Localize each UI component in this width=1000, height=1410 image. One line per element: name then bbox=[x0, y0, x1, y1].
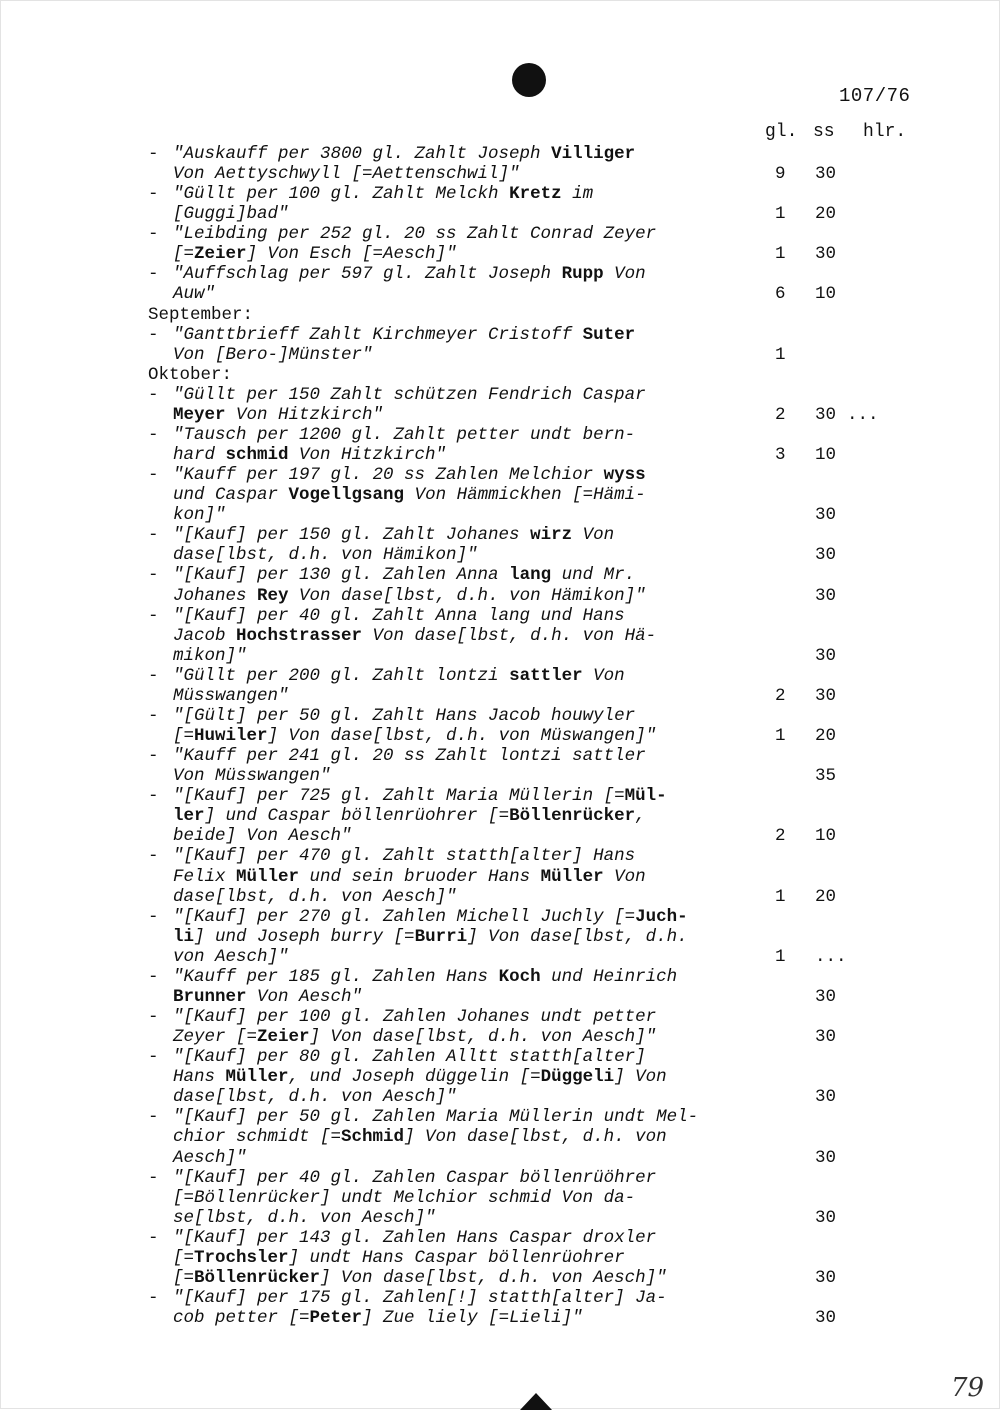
ledger-line bbox=[1, 405, 1000, 425]
column-header-ss: ss bbox=[813, 122, 835, 142]
name-bold: Koch bbox=[498, 966, 541, 987]
entry-text bbox=[173, 826, 352, 846]
entry-text bbox=[173, 244, 457, 264]
ledger-line bbox=[1, 1047, 1000, 1067]
entry-bullet: - bbox=[148, 665, 159, 686]
handwritten-folio-number: 79 bbox=[951, 1373, 985, 1403]
entry-text bbox=[173, 425, 635, 445]
amount-ss: 20 bbox=[815, 726, 837, 747]
text-segment: Von bbox=[603, 264, 646, 285]
entry-text bbox=[173, 184, 593, 204]
text-segment: dase[lbst, d.h. von Aesch]" bbox=[173, 1087, 457, 1108]
name-bold: Villiger bbox=[551, 144, 636, 164]
ledger-line bbox=[1, 485, 1000, 505]
ledger-line bbox=[1, 1188, 1000, 1208]
entry-text bbox=[173, 867, 646, 887]
entry-bullet: - bbox=[148, 465, 159, 486]
text-segment: se[lbst, d.h. von Aesch]" bbox=[173, 1207, 436, 1228]
ledger-line bbox=[1, 445, 1000, 465]
ledger-line bbox=[1, 846, 1000, 866]
column-header-gl: gl. bbox=[765, 122, 798, 142]
ledger-line bbox=[1, 385, 1000, 405]
entry-text bbox=[173, 1248, 625, 1268]
name-bold: Brunner bbox=[173, 986, 247, 1007]
name-bold: Mül- bbox=[624, 786, 667, 807]
text-segment: chior schmidt [= bbox=[173, 1127, 342, 1148]
entry-text bbox=[173, 606, 625, 626]
name-bold: Müller bbox=[236, 866, 300, 887]
text-segment: Oktober: bbox=[148, 364, 233, 385]
entry-bullet: - bbox=[148, 144, 159, 164]
ledger-line bbox=[1, 1067, 1000, 1087]
text-segment: ] Von Esch [=Aesch]" bbox=[246, 244, 457, 265]
name-bold: Huwiler bbox=[194, 726, 268, 747]
ledger-line bbox=[1, 545, 1000, 565]
ledger-line bbox=[1, 586, 1000, 606]
ledger-line bbox=[1, 204, 1000, 224]
amount-ss: 30 bbox=[815, 505, 837, 526]
entry-text bbox=[173, 987, 362, 1007]
entry-bullet: - bbox=[148, 1007, 159, 1027]
amount-gl: 2 bbox=[775, 685, 786, 706]
name-bold: Peter bbox=[309, 1308, 363, 1329]
entry-bullet: - bbox=[148, 786, 159, 807]
entry-text bbox=[173, 786, 667, 806]
amount-ss: 10 bbox=[815, 445, 837, 466]
ledger-line bbox=[1, 987, 1000, 1007]
entry-text bbox=[148, 305, 253, 325]
ledger-line bbox=[1, 525, 1000, 545]
ledger-line bbox=[1, 967, 1000, 987]
entry-bullet: - bbox=[148, 746, 159, 767]
text-segment: Von Hitzkirch" bbox=[288, 445, 447, 466]
text-segment: "Ganttbrieff Zahlt Kirchmeyer Cristoff bbox=[173, 324, 583, 345]
name-bold: Müller bbox=[540, 866, 604, 887]
ledger-line bbox=[1, 1087, 1000, 1107]
entry-text bbox=[173, 1027, 656, 1047]
text-segment: ] Von dase[lbst, d.h. von Müswangen]" bbox=[267, 726, 657, 747]
entry-bullet: - bbox=[148, 1287, 159, 1308]
entry-text bbox=[173, 385, 646, 405]
ledger-line bbox=[1, 1127, 1000, 1147]
amount-ss: 30 bbox=[815, 986, 837, 1007]
ledger-line bbox=[1, 264, 1000, 284]
page-reference: 107/76 bbox=[839, 85, 911, 107]
name-bold: Hochstrasser bbox=[236, 625, 363, 646]
entry-text bbox=[173, 626, 656, 646]
entry-text bbox=[173, 846, 635, 866]
entry-text bbox=[173, 666, 625, 686]
name-bold: Müller bbox=[225, 1067, 289, 1088]
name-bold: Schmid bbox=[341, 1127, 405, 1148]
text-segment: "[Kauf] per 80 gl. Zahlen Alltt statth[alter] bbox=[173, 1047, 646, 1068]
text-segment: "[Kauf] per 100 gl. Zahlen Johanes undt petter bbox=[173, 1007, 657, 1027]
name-bold: Kretz bbox=[509, 184, 562, 205]
ledger-line bbox=[1, 1027, 1000, 1047]
text-segment: "Güllt per 100 gl. Zahlt Melckh bbox=[173, 184, 510, 205]
text-segment: Von dase[lbst, d.h. von Hä- bbox=[362, 625, 657, 646]
amount-ss: 30 bbox=[815, 645, 837, 666]
amount-gl: 1 bbox=[775, 726, 786, 747]
ledger-line bbox=[1, 867, 1000, 887]
entry-bullet: - bbox=[148, 966, 159, 987]
entry-text bbox=[173, 505, 226, 525]
ledger-line bbox=[1, 887, 1000, 907]
entry-bullet: - bbox=[148, 1047, 159, 1068]
text-segment: Von bbox=[603, 866, 646, 887]
entry-text bbox=[173, 1208, 436, 1228]
amount-ss: 20 bbox=[815, 204, 837, 225]
text-segment: Von Aettyschwyll [=Aettenschwil]" bbox=[173, 164, 520, 185]
ledger-line bbox=[1, 606, 1000, 626]
ledger-line bbox=[1, 224, 1000, 244]
text-segment: Johanes bbox=[173, 585, 258, 606]
amount-ss: 30 bbox=[815, 1267, 837, 1288]
entry-text bbox=[173, 1168, 656, 1188]
entry-text bbox=[173, 565, 635, 585]
ledger-line bbox=[1, 626, 1000, 646]
text-segment: im bbox=[561, 184, 594, 205]
entry-bullet: - bbox=[148, 705, 159, 726]
entry-bullet: - bbox=[148, 605, 159, 626]
text-segment: Von Müsswangen" bbox=[173, 766, 331, 787]
ledger-line bbox=[1, 686, 1000, 706]
text-segment: hard bbox=[173, 445, 226, 466]
entry-text bbox=[173, 927, 688, 947]
text-segment: und Caspar bbox=[173, 485, 289, 506]
column-header-hlr: hlr. bbox=[863, 122, 907, 142]
ledger-line bbox=[1, 947, 1000, 967]
text-segment: dase[lbst, d.h. von Aesch]" bbox=[173, 886, 457, 907]
entry-text bbox=[173, 405, 383, 425]
text-segment: cob petter [= bbox=[173, 1308, 310, 1329]
entry-text bbox=[173, 967, 677, 987]
name-bold: Zeier bbox=[257, 1027, 310, 1048]
entry-text bbox=[173, 284, 215, 304]
entry-text bbox=[173, 1228, 656, 1248]
text-segment: von Aesch]" bbox=[173, 946, 289, 967]
ledger-line bbox=[1, 806, 1000, 826]
text-segment: "Auskauff per 3800 gl. Zahlt Joseph bbox=[173, 144, 552, 164]
text-segment: Hans bbox=[173, 1067, 226, 1088]
amount-ss: ... bbox=[815, 946, 847, 967]
entry-text bbox=[173, 1007, 656, 1027]
ledger-line bbox=[1, 1308, 1000, 1328]
text-segment: [=Böllenrücker] undt Melchior schmid Von da- bbox=[173, 1187, 636, 1208]
entry-text bbox=[173, 485, 646, 505]
amount-ss: 10 bbox=[815, 826, 837, 847]
amount-ss: 30 bbox=[815, 1147, 837, 1168]
text-segment: [= bbox=[173, 726, 195, 747]
entry-text bbox=[173, 204, 289, 224]
ledger-line bbox=[1, 746, 1000, 766]
amount-ss: 30 bbox=[815, 1207, 837, 1228]
amount-gl: 9 bbox=[775, 164, 786, 185]
amount-gl: 3 bbox=[775, 445, 786, 466]
name-bold: Trochsler bbox=[194, 1247, 289, 1268]
name-bold: lang bbox=[509, 565, 552, 586]
text-segment: Von Hämmickhen [=Hämi- bbox=[404, 485, 646, 506]
text-segment: "Kauff per 197 gl. 20 ss Zahlen Melchior bbox=[173, 465, 604, 486]
entry-text bbox=[173, 706, 635, 726]
text-segment: [Guggi]bad" bbox=[173, 204, 289, 225]
amount-ss: 30 bbox=[815, 404, 837, 425]
entry-text bbox=[173, 907, 688, 927]
entry-bullet: - bbox=[148, 1107, 159, 1128]
entry-bullet: - bbox=[148, 224, 159, 245]
entry-bullet: - bbox=[148, 384, 159, 405]
text-segment: ] Zue liely [=Lieli]" bbox=[362, 1308, 583, 1329]
entry-text bbox=[173, 1288, 667, 1308]
text-segment: "[Kauf] per 175 gl. Zahlen[!] statth[alter] Ja- bbox=[173, 1287, 667, 1308]
text-segment: , bbox=[635, 806, 646, 827]
name-bold: Böllenrücker bbox=[194, 1267, 321, 1288]
ledger-line bbox=[1, 1248, 1000, 1268]
text-segment: "[Kauf] per 150 gl. Zahlt Johanes bbox=[173, 525, 531, 546]
text-segment: und sein bruoder Hans bbox=[299, 866, 541, 887]
ledger-line bbox=[1, 826, 1000, 846]
text-segment: [= bbox=[173, 1247, 195, 1268]
text-segment: ] und Joseph burry [= bbox=[194, 926, 415, 947]
text-segment: "[Kauf] per 470 gl. Zahlt statth[alter] Hans bbox=[173, 846, 636, 867]
text-segment: ] Von dase[lbst, d.h. von Aesch]" bbox=[309, 1027, 657, 1048]
text-segment: Müsswangen" bbox=[173, 685, 289, 706]
amount-ss: 30 bbox=[815, 164, 837, 185]
text-segment: Felix bbox=[173, 866, 237, 887]
name-bold: Suter bbox=[582, 324, 636, 345]
entry-text bbox=[173, 1268, 667, 1288]
text-segment: mikon]" bbox=[173, 645, 247, 666]
amount-hlr: ... bbox=[847, 404, 879, 425]
text-segment: "[Kauf] per 50 gl. Zahlen Maria Müllerin undt Mel- bbox=[173, 1107, 699, 1128]
entry-text bbox=[173, 525, 614, 545]
bottom-edge-mark bbox=[520, 1393, 552, 1410]
text-segment: Von [Bero-]Münster" bbox=[173, 344, 373, 365]
entry-text bbox=[173, 1067, 667, 1087]
entry-text bbox=[173, 345, 373, 365]
name-bold: sattler bbox=[509, 665, 583, 686]
text-segment: "Güllt per 200 gl. Zahlt lontzi bbox=[173, 665, 510, 686]
text-segment: Von dase[lbst, d.h. von Hämikon]" bbox=[288, 585, 646, 606]
amount-ss: 10 bbox=[815, 284, 837, 305]
ledger-line bbox=[1, 646, 1000, 666]
ledger-line bbox=[1, 144, 1000, 164]
ledger-line bbox=[1, 706, 1000, 726]
amount-ss: 35 bbox=[815, 766, 837, 787]
ledger-line bbox=[1, 666, 1000, 686]
name-bold: Vogellgsang bbox=[288, 485, 405, 506]
text-segment: Von bbox=[582, 665, 625, 686]
text-segment: "[Kauf] per 130 gl. Zahlen Anna bbox=[173, 565, 510, 586]
ledger-line bbox=[1, 345, 1000, 365]
name-bold: Rey bbox=[257, 585, 289, 606]
text-segment: Von Hitzkirch" bbox=[225, 404, 384, 425]
ledger-line bbox=[1, 927, 1000, 947]
entry-text bbox=[148, 365, 232, 385]
entry-text bbox=[173, 164, 520, 184]
text-segment: "[Kauf] per 40 gl. Zahlt Anna lang und Hans bbox=[173, 605, 625, 626]
ledger-line bbox=[1, 1288, 1000, 1308]
text-segment: beide] Von Aesch" bbox=[173, 826, 352, 847]
amount-ss: 30 bbox=[815, 685, 837, 706]
name-bold: Böllenrücker bbox=[509, 806, 636, 827]
amount-ss: 30 bbox=[815, 585, 837, 606]
name-bold: Zeier bbox=[194, 244, 247, 265]
entry-text bbox=[173, 1107, 698, 1127]
amount-ss: 30 bbox=[815, 1308, 837, 1329]
entry-text bbox=[173, 545, 478, 565]
entry-text bbox=[173, 887, 457, 907]
amount-ss: 30 bbox=[815, 1087, 837, 1108]
name-bold: Rupp bbox=[561, 264, 604, 285]
amount-gl: 1 bbox=[775, 244, 786, 265]
entry-text bbox=[173, 1087, 457, 1107]
text-segment: "[Kauf] per 725 gl. Zahlt Maria Müllerin [= bbox=[173, 786, 625, 807]
ledger-line bbox=[1, 505, 1000, 525]
amount-ss: 30 bbox=[815, 1027, 837, 1048]
text-segment: [= bbox=[173, 1267, 195, 1288]
text-segment: Jacob bbox=[173, 625, 237, 646]
text-segment: ] Von dase[lbst, d.h. von bbox=[404, 1127, 667, 1148]
entry-text bbox=[173, 144, 635, 164]
text-segment: , und Joseph düggelin [= bbox=[288, 1067, 541, 1088]
entry-text bbox=[173, 1148, 247, 1168]
entry-text bbox=[173, 726, 656, 746]
month-heading bbox=[1, 365, 1000, 385]
amount-ss: 20 bbox=[815, 886, 837, 907]
entry-bullet: - bbox=[148, 1167, 159, 1188]
ledger-line bbox=[1, 184, 1000, 204]
text-segment: "[Kauf] per 270 gl. Zahlen Michell Juchly [= bbox=[173, 906, 636, 927]
entry-text bbox=[173, 586, 646, 606]
entry-bullet: - bbox=[148, 565, 159, 586]
text-segment: "Tausch per 1200 gl. Zahlt petter undt bern- bbox=[173, 424, 636, 445]
name-bold: ler bbox=[173, 806, 205, 827]
name-bold: Burri bbox=[414, 926, 468, 947]
ledger-line bbox=[1, 164, 1000, 184]
ledger-line bbox=[1, 786, 1000, 806]
text-segment: "[Kauf] per 40 gl. Zahlen Caspar böllenrüöhrer bbox=[173, 1167, 657, 1188]
ledger-line bbox=[1, 1007, 1000, 1027]
text-segment: ] undt Hans Caspar böllenrüohrer bbox=[288, 1247, 625, 1268]
entry-text bbox=[173, 806, 646, 826]
text-segment: und Heinrich bbox=[540, 966, 678, 987]
amount-gl: 2 bbox=[775, 404, 786, 425]
entry-text bbox=[173, 746, 646, 766]
entry-bullet: - bbox=[148, 264, 159, 285]
text-segment: Von Aesch" bbox=[246, 986, 363, 1007]
entry-text bbox=[173, 465, 646, 485]
text-segment: dase[lbst, d.h. von Hämikon]" bbox=[173, 545, 478, 566]
amount-gl: 2 bbox=[775, 826, 786, 847]
text-segment: "Leibding per 252 gl. 20 ss Zahlt Conrad Zeyer bbox=[173, 224, 657, 245]
entry-text bbox=[173, 947, 289, 967]
text-segment: Zeyer [= bbox=[173, 1027, 258, 1048]
entry-bullet: - bbox=[148, 324, 159, 345]
entry-bullet: - bbox=[148, 424, 159, 445]
name-bold: Düggeli bbox=[540, 1067, 615, 1088]
punch-hole-mark bbox=[512, 63, 546, 97]
text-segment: "Kauff per 185 gl. Zahlen Hans bbox=[173, 966, 499, 987]
ledger-line bbox=[1, 465, 1000, 485]
name-bold: li bbox=[173, 926, 195, 947]
text-segment: ] Von dase[lbst, d.h. bbox=[467, 926, 688, 947]
text-segment: Auw" bbox=[173, 284, 216, 305]
entry-text bbox=[173, 445, 446, 465]
entry-text bbox=[173, 646, 247, 666]
entry-text bbox=[173, 1047, 646, 1067]
month-heading bbox=[1, 305, 1000, 325]
ledger-line bbox=[1, 1168, 1000, 1188]
ledger-line bbox=[1, 244, 1000, 264]
text-segment: ] Von bbox=[614, 1067, 667, 1088]
entry-text bbox=[173, 224, 656, 244]
ledger-line bbox=[1, 1208, 1000, 1228]
entry-text bbox=[173, 766, 331, 786]
text-segment: "[Kauf] per 143 gl. Zahlen Hans Caspar droxler bbox=[173, 1227, 657, 1248]
entry-text bbox=[173, 1188, 635, 1208]
name-bold: Meyer bbox=[173, 404, 226, 425]
entry-text bbox=[173, 686, 289, 706]
name-bold: wirz bbox=[530, 525, 573, 546]
entry-text bbox=[173, 325, 635, 345]
text-segment: kon]" bbox=[173, 505, 226, 526]
text-segment: "Auffschlag per 597 gl. Zahlt Joseph bbox=[173, 264, 562, 285]
text-segment: "Güllt per 150 Zahlt schützen Fendrich Caspar bbox=[173, 384, 646, 405]
ledger-line bbox=[1, 1107, 1000, 1127]
name-bold: Juch- bbox=[635, 906, 688, 927]
ledger-line bbox=[1, 1268, 1000, 1288]
ledger-line bbox=[1, 1228, 1000, 1248]
text-segment: Aesch]" bbox=[173, 1147, 247, 1168]
amount-gl: 6 bbox=[775, 284, 786, 305]
amount-gl: 1 bbox=[775, 946, 786, 967]
entry-text bbox=[173, 264, 646, 284]
amount-ss: 30 bbox=[815, 244, 837, 265]
ledger-line bbox=[1, 907, 1000, 927]
name-bold: wyss bbox=[603, 465, 646, 486]
amount-gl: 1 bbox=[775, 344, 786, 365]
ledger-line bbox=[1, 425, 1000, 445]
amount-ss: 30 bbox=[815, 545, 837, 566]
text-segment: Von bbox=[572, 525, 615, 546]
entry-text bbox=[173, 1127, 667, 1147]
text-segment: September: bbox=[148, 304, 254, 325]
entry-bullet: - bbox=[148, 846, 159, 867]
text-segment: "[Gült] per 50 gl. Zahlt Hans Jacob houwyler bbox=[173, 705, 636, 726]
text-segment: ] Von dase[lbst, d.h. von Aesch]" bbox=[320, 1267, 667, 1288]
text-segment: ] und Caspar böllenrüohrer [= bbox=[204, 806, 510, 827]
entry-bullet: - bbox=[148, 184, 159, 205]
amount-gl: 1 bbox=[775, 204, 786, 225]
text-segment: [= bbox=[173, 244, 195, 265]
entry-text bbox=[173, 1308, 583, 1328]
ledger-line bbox=[1, 726, 1000, 746]
entry-bullet: - bbox=[148, 906, 159, 927]
ledger-line bbox=[1, 766, 1000, 786]
ledger-line bbox=[1, 1148, 1000, 1168]
ledger-line bbox=[1, 284, 1000, 304]
entry-bullet: - bbox=[148, 525, 159, 546]
text-segment: und Mr. bbox=[551, 565, 636, 586]
amount-gl: 1 bbox=[775, 886, 786, 907]
ledger-line bbox=[1, 565, 1000, 585]
name-bold: schmid bbox=[225, 445, 289, 466]
text-segment: "Kauff per 241 gl. 20 ss Zahlt lontzi sattler bbox=[173, 746, 646, 767]
ledger-line bbox=[1, 325, 1000, 345]
entry-bullet: - bbox=[148, 1227, 159, 1248]
